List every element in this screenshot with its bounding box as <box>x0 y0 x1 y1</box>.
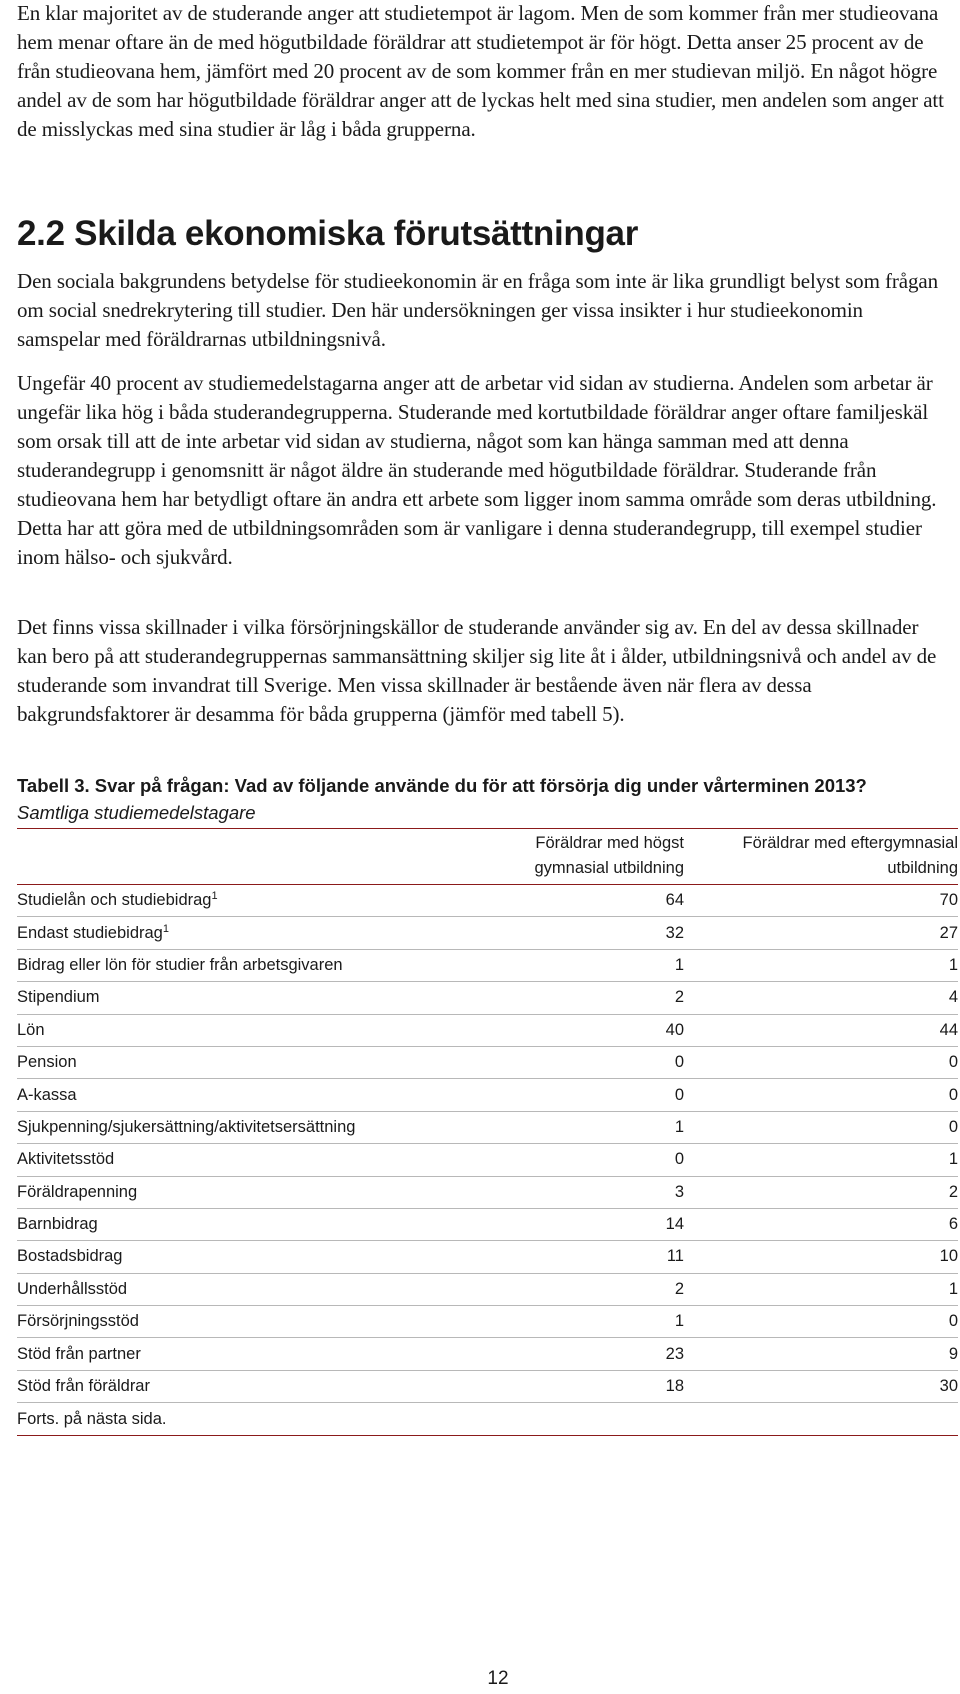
value-high-education: 0 <box>684 1306 958 1338</box>
value-high-education: 0 <box>684 1111 958 1143</box>
row-label: A-kassa <box>17 1079 437 1111</box>
intro-paragraph: En klar majoritet av de studerande anger att studietempot är lagom. Men de som kommer från mer studieovana hem menar oftare än de med högutbildade föräldrar att studietempot är för högt. Detta anser 25 procent av de från studieovana hem, jämfört med 20 procent av de som kommer från en mer studievan miljö. En något högre andel av de som har högutbildade föräldrar anger att de lyckas helt med sina studier, men andelen som anger att de misslyckas med sina studier är låg i båda grupperna. <box>17 1 944 141</box>
table-row <box>17 1079 958 1111</box>
value-high-education: 0 <box>684 1079 958 1111</box>
paragraph-3: Det finns vissa skillnader i vilka försörjningskällor de studerande använder sig av. En del av dessa skillnader kan bero på att studerandegruppernas sammansättning skiljer sig lite åt i ålder, utbildningsnivå och andel av de studerande som invandrat till Sverige. Men vissa skillnader är bestående även när flera av dessa bakgrundsfaktorer är desamma för båda grupperna (jämför med tabell 5). <box>17 615 937 726</box>
value-high-education: 0 <box>684 1046 958 1078</box>
value-low-education: 40 <box>437 1014 684 1046</box>
income-sources-table <box>17 828 958 1436</box>
table-row <box>17 1338 958 1370</box>
paragraph-2: Ungefär 40 procent av studiemedelstagarna anger att de arbetar vid sidan av studierna. Andelen som arbetar är ungefär lika hög i båda studerandegrupperna. Studerande med kortutbildade föräldrar anger oftare familjeskäl som orsak till att de inte arbetar vid sidan av studierna, något som kan hänga samman med att denna studerandegrupp i genomsnitt är något äldre än studerande med högutbildade föräldrar. Studerande från studieovana hem har betydligt oftare än andra ett arbete som ligger inom samma område som deras utbildning. Detta har att göra med de utbildningsområden som är vanligare i denna studerandegrupp, till exempel studier inom hälso- och sjukvård. <box>17 371 937 569</box>
table-note-row <box>17 1403 958 1436</box>
row-label: Aktivitetsstöd <box>17 1144 437 1176</box>
row-label: Sjukpenning/sjukersättning/aktivitetsersättning <box>17 1111 437 1143</box>
value-high-education: 4 <box>684 982 958 1014</box>
value-high-education: 1 <box>684 949 958 981</box>
table-row <box>17 1208 958 1240</box>
value-high-education: 30 <box>684 1370 958 1402</box>
row-label: Pension <box>17 1046 437 1078</box>
value-low-education: 11 <box>437 1241 684 1273</box>
value-low-education: 32 <box>437 917 684 949</box>
value-high-education: 6 <box>684 1208 958 1240</box>
row-label: Barnbidrag <box>17 1208 437 1240</box>
value-low-education: 3 <box>437 1176 684 1208</box>
table-row <box>17 1144 958 1176</box>
value-low-education: 14 <box>437 1208 684 1240</box>
continuation-note: Forts. på nästa sida. <box>17 1403 958 1436</box>
table-row <box>17 1306 958 1338</box>
value-low-education: 2 <box>437 982 684 1014</box>
value-high-education: 1 <box>684 1273 958 1305</box>
table-row <box>17 1241 958 1273</box>
paragraph-1: Den sociala bakgrundens betydelse för studieekonomin är en fråga som inte är lika grundligt belyst som frågan om social snedrekrytering till studier. Den här undersökningen ger vissa insikter i hur studieekonomin samspelar med föräldrarnas utbildningsnivå. <box>17 269 938 351</box>
row-label: Endast studiebidrag$^1$ <box>17 917 437 949</box>
row-label: Föräldrapenning <box>17 1176 437 1208</box>
row-label: Underhållsstöd <box>17 1273 437 1305</box>
value-high-education: 44 <box>684 1014 958 1046</box>
value-high-education: 27 <box>684 917 958 949</box>
value-low-education: 0 <box>437 1046 684 1078</box>
table-caption <box>17 772 867 826</box>
value-high-education: 1 <box>684 1144 958 1176</box>
table-row <box>17 1273 958 1305</box>
page-number: 12 <box>487 1668 509 1689</box>
value-low-education: 1 <box>437 1306 684 1338</box>
table-title: Tabell 3. Svar på frågan: Vad av följande använde du för att försörja dig under vårterminen 2013? <box>17 775 867 796</box>
value-low-education: 1 <box>437 949 684 981</box>
row-label: Studielån och studiebidrag$^1$ <box>17 885 437 917</box>
value-low-education: 2 <box>437 1273 684 1305</box>
table-header-row <box>17 829 958 885</box>
row-label: Stöd från föräldrar <box>17 1370 437 1402</box>
row-label: Lön <box>17 1014 437 1046</box>
table-row <box>17 949 958 981</box>
row-label: Försörjningsstöd <box>17 1306 437 1338</box>
table-row <box>17 1046 958 1078</box>
value-low-education: 0 <box>437 1144 684 1176</box>
table-row <box>17 1111 958 1143</box>
footnote-marker: 1 <box>162 922 169 935</box>
value-high-education: 10 <box>684 1241 958 1273</box>
value-low-education: 18 <box>437 1370 684 1402</box>
table-row <box>17 1370 958 1402</box>
table-row <box>17 885 958 917</box>
value-low-education: 1 <box>437 1111 684 1143</box>
table-subtitle: Samtliga studiemedelstagare <box>17 802 256 823</box>
value-low-education: 64 <box>437 885 684 917</box>
header-label-cell <box>17 829 437 885</box>
row-label: Bostadsbidrag <box>17 1241 437 1273</box>
value-high-education: 2 <box>684 1176 958 1208</box>
table-row <box>17 982 958 1014</box>
row-label: Stöd från partner <box>17 1338 437 1370</box>
header-col-low-education: Föräldrar med högst gymnasial utbildning <box>437 829 684 885</box>
footnote-marker: 1 <box>211 890 218 903</box>
table-row <box>17 1176 958 1208</box>
value-low-education: 23 <box>437 1338 684 1370</box>
value-high-education: 70 <box>684 885 958 917</box>
table-row <box>17 1014 958 1046</box>
table-row <box>17 917 958 949</box>
row-label: Stipendium <box>17 982 437 1014</box>
row-label: Bidrag eller lön för studier från arbetsgivaren <box>17 949 437 981</box>
header-col-high-education: Föräldrar med eftergymnasial utbildning <box>684 829 958 885</box>
value-high-education: 9 <box>684 1338 958 1370</box>
value-low-education: 0 <box>437 1079 684 1111</box>
section-heading: 2.2 Skilda ekonomiska förutsättningar <box>17 214 639 253</box>
